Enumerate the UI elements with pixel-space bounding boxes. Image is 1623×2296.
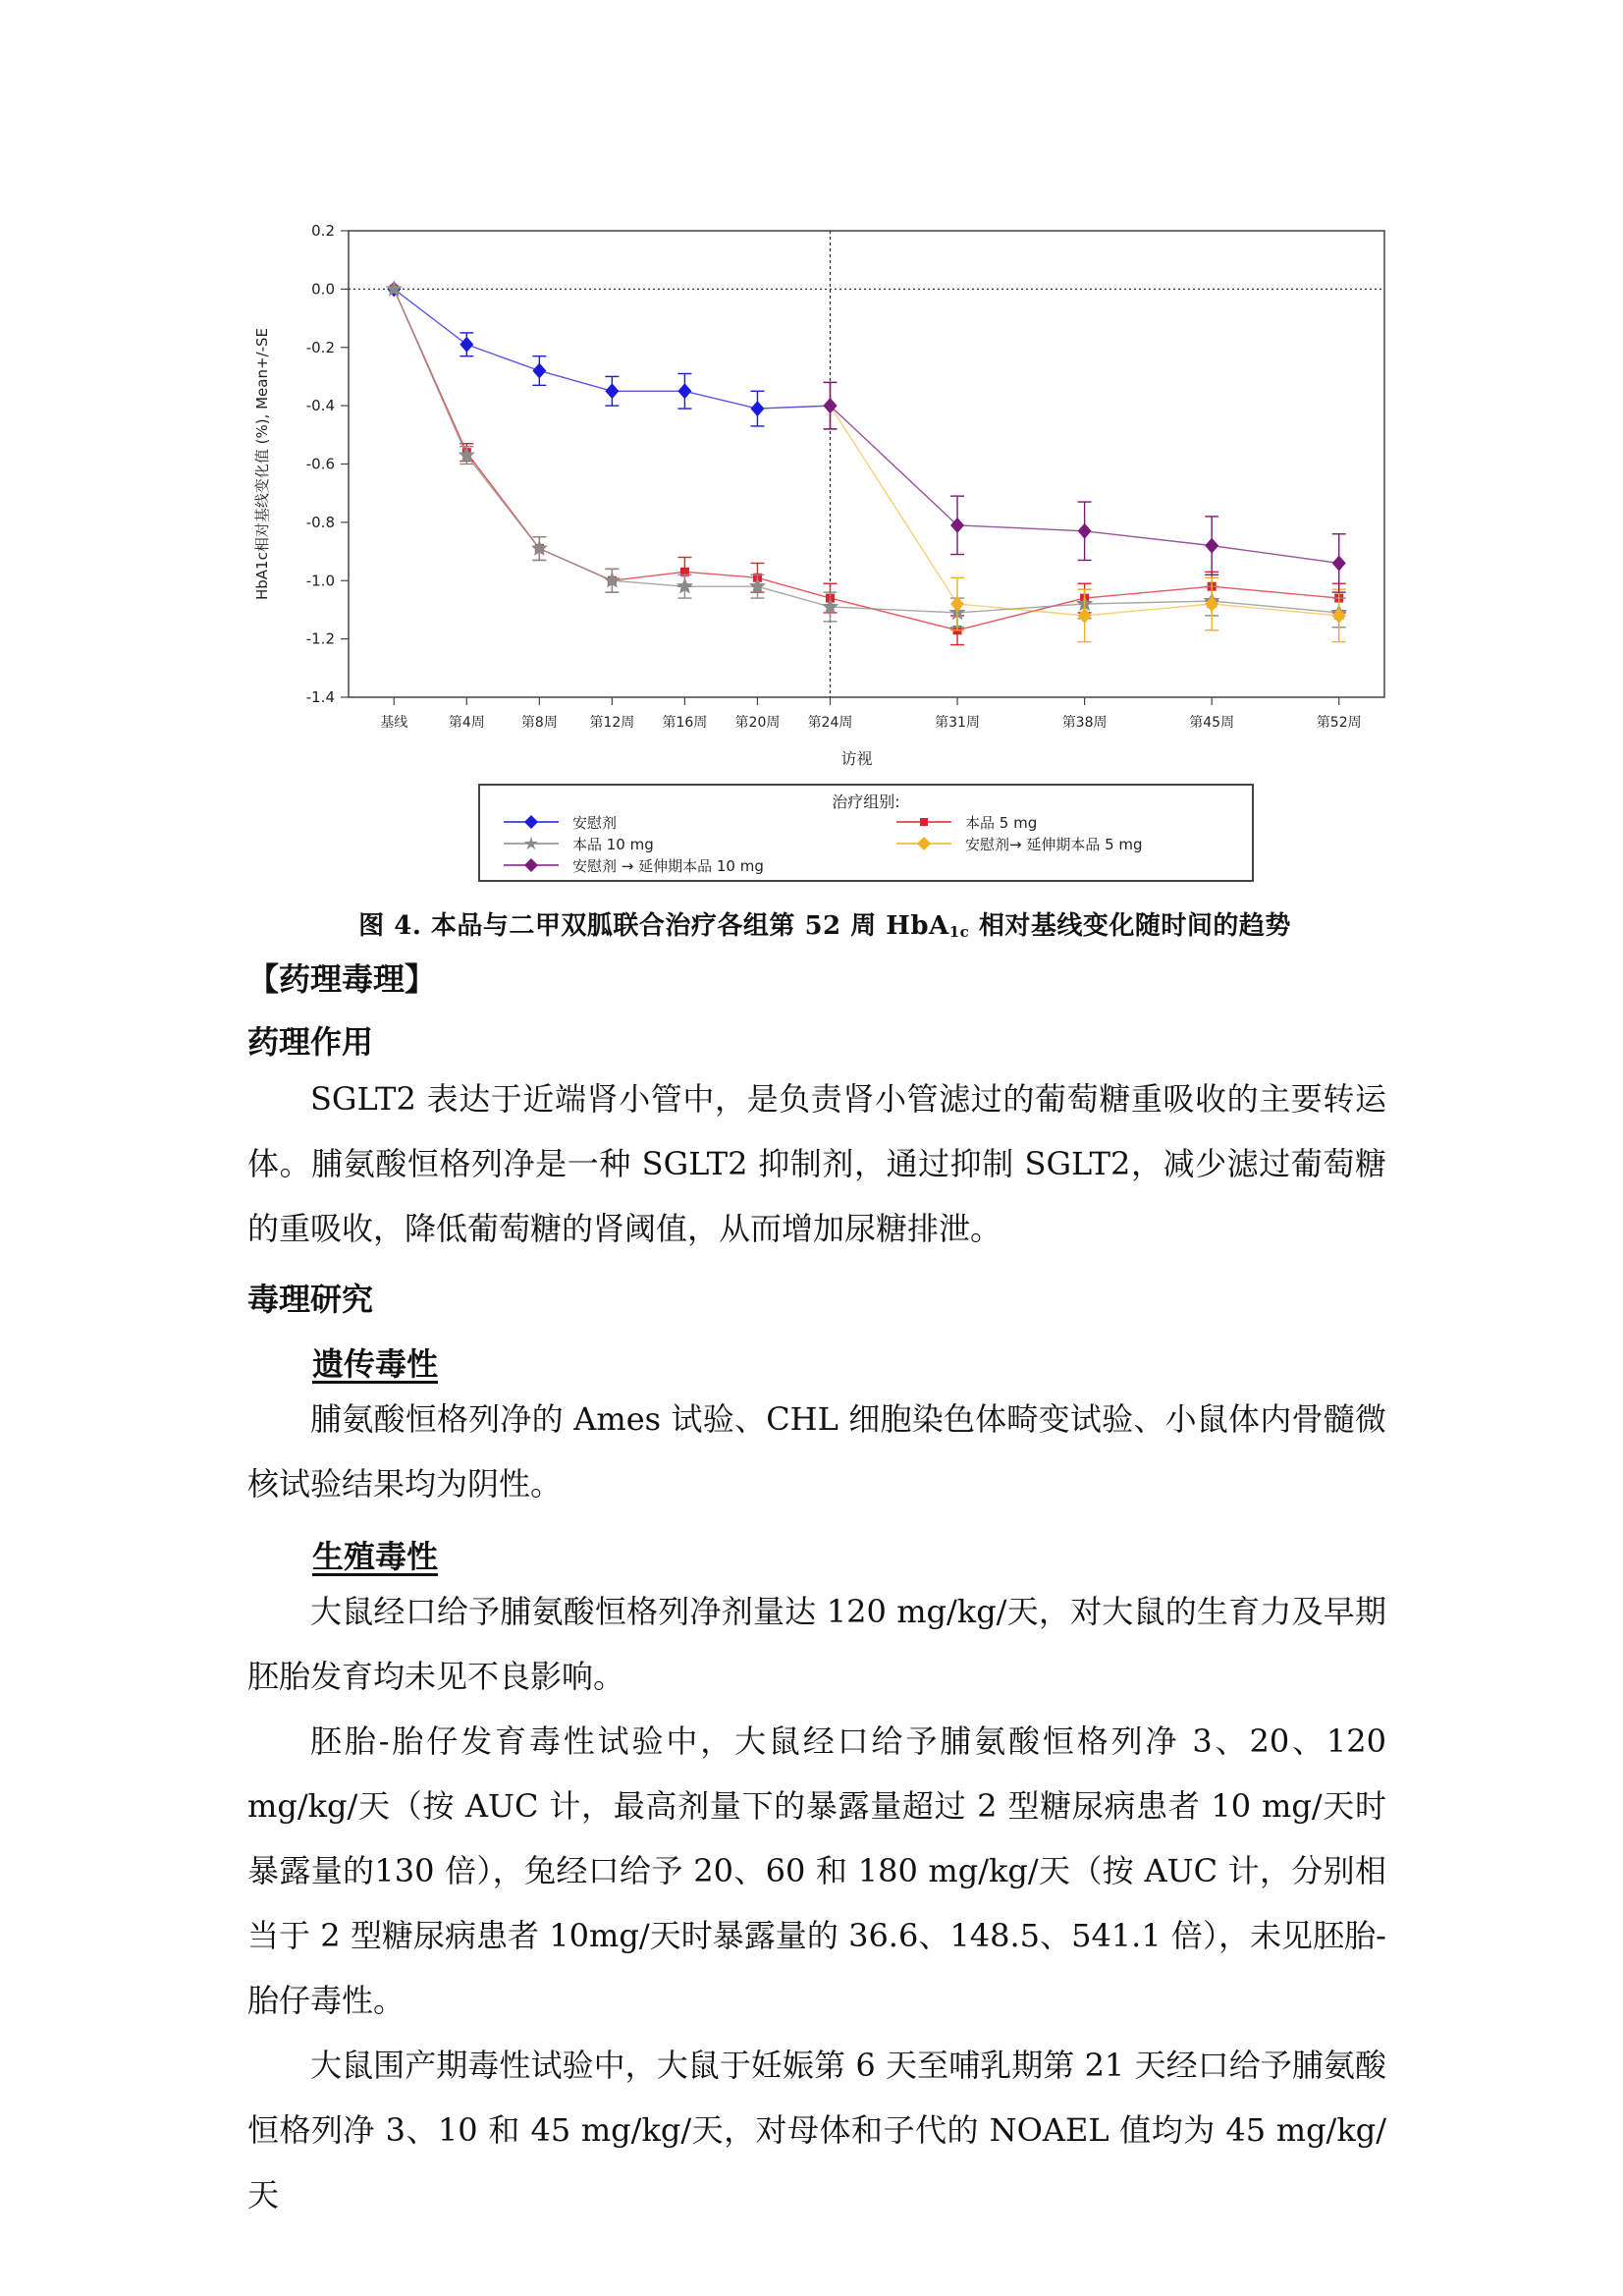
series-line-1: [394, 289, 1338, 629]
data-point-0: [460, 337, 473, 353]
legend-marker-placebo: [500, 811, 563, 833]
caption-suffix: 相对基线变化随时间的趋势: [969, 911, 1291, 941]
legend-item-5mg: [893, 811, 1037, 833]
x-tick-label: 第24周: [807, 715, 853, 731]
legend-item-placebo-10mg: [500, 854, 764, 876]
legend-label-placebo-10mg: 安慰剂 → 延伸期本品 10 mg: [572, 856, 764, 875]
x-tick-label: 第31周: [935, 715, 980, 731]
y-tick-label: -0.4: [305, 397, 335, 415]
caption-subscript: 1c: [948, 923, 970, 941]
x-tick-label: 第52周: [1316, 715, 1362, 731]
caption-prefix: 图 4. 本品与二甲双胍联合治疗各组第 52 周 HbA: [358, 911, 949, 941]
legend-label-placebo-5mg: 安慰剂→ 延伸期本品 5 mg: [965, 835, 1143, 853]
x-tick-label: 第8周: [520, 715, 558, 731]
pharmacology-paragraph: SGLT2 表达于近端肾小管中，是负责肾小管滤过的葡萄糖重吸收的主要转运体。脯氨酸恒格列净是一种 SGLT2 抑制剂，通过抑制 SGLT2，减少滤过葡萄糖的重吸收，降低葡萄糖的肾阈值，从而增加尿糖排泄。: [247, 1080, 1386, 1247]
reprotox-paragraph-3: 大鼠围产期毒性试验中，大鼠于妊娠第 6 天至哺乳期第 21 天经口给予脯氨酸恒格列净 3、10 和 45 mg/kg/天，对母体和子代的 NOAEL 值均为 45 mg/kg/天: [247, 2047, 1386, 2214]
genotoxicity-paragraph: 脯氨酸恒格列净的 Ames 试验、CHL 细胞染色体畸变试验、小鼠体内骨髓微核试验结果均为阴性。: [247, 1400, 1386, 1503]
data-point-4: [1205, 538, 1218, 554]
x-tick-label: 第16周: [662, 715, 708, 731]
heading-genotoxicity: 遗传毒性: [312, 1345, 439, 1383]
genotoxicity-body: [247, 1387, 1386, 1516]
data-point-4: [823, 398, 837, 413]
reprotox-paragraph-2: 胚胎-胎仔发育毒性试验中，大鼠经口给予脯氨酸恒格列净 3、20、120 mg/kg/天（按 AUC 计，最高剂量下的暴露量超过 2 型糖尿病患者 10 mg/天时暴露量的130 倍），兔经口给予 20、60 和 180 mg/kg/天（按 AUC 计，分别相当于 2 型糖尿病患者 10mg/天时暴露量的 36.6、148.5、541.1 倍），未见胚胎-胎仔毒性。: [247, 1722, 1386, 2019]
y-tick-label: -1.0: [305, 572, 335, 590]
legend-item-placebo: [500, 811, 617, 833]
legend-title: 治疗组别:: [832, 793, 900, 811]
y-tick-label: -0.8: [305, 513, 335, 531]
heading-pharm-tox: 【药理毒理】: [247, 960, 437, 998]
data-point-0: [532, 363, 546, 379]
chart-legend: [478, 784, 1254, 882]
legend-item-10mg: [500, 833, 654, 854]
series-line-2: [394, 289, 1338, 613]
x-tick-label: 第4周: [448, 715, 485, 731]
heading-reproductive-toxicity: 生殖毒性: [312, 1538, 439, 1575]
x-axis-label: 访视: [840, 749, 873, 768]
heading-toxicology: 毒理研究: [247, 1281, 374, 1318]
plot-frame: [349, 231, 1384, 697]
svg-text:★: ★: [522, 834, 540, 854]
data-point-0: [677, 383, 691, 399]
legend-marker-5mg: [893, 811, 955, 833]
data-point-0: [750, 401, 764, 416]
pharmacology-body: [247, 1066, 1386, 1261]
figure-caption: [245, 905, 1404, 942]
y-axis-label: HbA1c相对基线变化值 (%), Mean+/-SE: [253, 327, 271, 601]
heading-pharmacology: 药理作用: [247, 1023, 374, 1061]
x-tick-label: 第38周: [1061, 715, 1108, 731]
y-tick-label: -0.6: [305, 455, 335, 473]
legend-item-placebo-5mg: [893, 833, 1143, 854]
x-tick-label: 第45周: [1189, 715, 1235, 731]
y-tick-label: 0.0: [311, 280, 335, 299]
legend-marker-placebo-5mg: [893, 833, 955, 854]
reprotox-paragraph-1: 大鼠经口给予脯氨酸恒格列净剂量达 120 mg/kg/天，对大鼠的生育力及早期胚胎发育均未见不良影响。: [247, 1593, 1386, 1695]
legend-label-5mg: 本品 5 mg: [965, 813, 1038, 832]
y-tick-label: 0.2: [311, 222, 335, 240]
x-tick-label: 第12周: [589, 715, 635, 731]
y-tick-label: -1.4: [305, 688, 335, 706]
x-tick-label: 第20周: [734, 715, 781, 731]
y-tick-label: -0.2: [305, 338, 335, 356]
legend-marker-10mg: [500, 833, 563, 854]
legend-label-placebo: 安慰剂: [572, 813, 618, 832]
data-point-4: [1078, 523, 1092, 539]
data-point-4: [1332, 555, 1346, 571]
legend-label-10mg: 本品 10 mg: [572, 835, 654, 853]
y-tick-label: -1.2: [305, 629, 335, 648]
x-tick-label: 基线: [380, 715, 408, 731]
data-point-4: [950, 518, 964, 533]
reproductive-toxicity-body: [247, 1579, 1386, 2227]
legend-marker-placebo-10mg: [500, 854, 563, 876]
data-point-0: [605, 383, 619, 399]
